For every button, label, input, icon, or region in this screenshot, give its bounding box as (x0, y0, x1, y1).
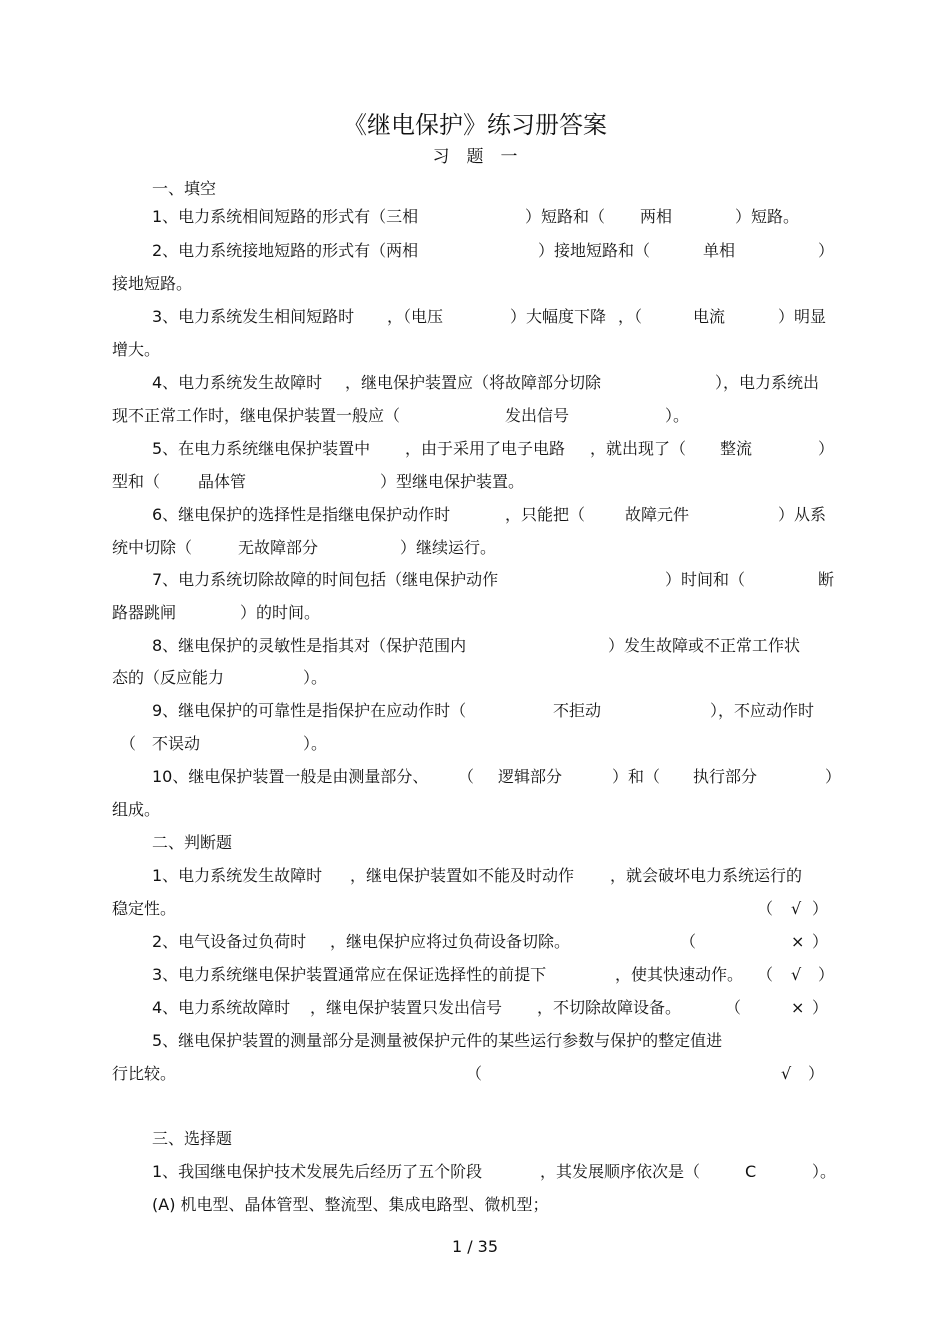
judge-q5-text-2: 行比较。 (112, 1064, 177, 1083)
fill-q3-text: 3、电力系统发生相间短路时 (152, 307, 355, 326)
judge-q3-paren-open: （ (757, 965, 774, 984)
fill-q10-text: 10、继电保护装置一般是由测量部分、 (152, 767, 429, 786)
fill-q3-text-4: ）明显 (778, 307, 827, 326)
fill-q1-text: 1、电力系统相间短路的形式有（三相 (152, 207, 419, 226)
judge-q5-paren-open: （ (466, 1064, 483, 1083)
fill-q10-answer-1: 逻辑部分 (498, 767, 563, 786)
fill-q6-text-5: ）继续运行。 (400, 538, 497, 557)
fill-q10-text-5: 组成。 (112, 800, 161, 819)
section-heading-fill: 一、填空 (152, 179, 217, 198)
judge-q4-paren-close: ） (812, 998, 829, 1017)
choice-q1-text-2: ，其发展顺序依次是（ (540, 1162, 701, 1181)
fill-q7-answer-2: 路器跳闸 (112, 603, 177, 622)
fill-q6-answer-2: 无故障部分 (238, 538, 319, 557)
fill-q3-answer-2: 电流 (693, 307, 726, 326)
fill-q9-text-2: ），不应动作时 (710, 701, 815, 720)
judge-q1-paren-open: （ (757, 899, 774, 918)
fill-q4-text-2: ），电力系统出 (715, 373, 820, 392)
judge-q3-text: 3、电力系统继电保护装置通常应在保证选择性的前提下 (152, 965, 547, 984)
judge-q4-answer: × (791, 998, 805, 1017)
judge-q4-text-3: ，不切除故障设备。 (537, 998, 682, 1017)
fill-q5-text-6: ）型继电保护装置。 (380, 472, 525, 491)
fill-q7-text-3: ）的时间。 (240, 603, 321, 622)
fill-q5-text-4: ） (818, 439, 835, 458)
judge-q1-answer: √ (791, 899, 802, 918)
page-number: 1 / 35 (451, 1237, 499, 1256)
fill-q9-text-3: （ (120, 734, 137, 753)
choice-q1-answer: C (745, 1162, 757, 1181)
fill-q6-text-2: ，只能把（ (505, 505, 586, 524)
fill-q6-answer-1: 故障元件 (625, 505, 690, 524)
fill-q5-answer-1: 整流 (720, 439, 753, 458)
fill-q10-text-2: （ (458, 767, 475, 786)
judge-q1-text: 1、电力系统发生故障时 (152, 866, 323, 885)
judge-q2-answer: × (791, 932, 805, 951)
fill-q1-text-3: ）短路。 (735, 207, 800, 226)
fill-q5-text-2: ，由于采用了电子电路 (405, 439, 566, 458)
judge-q4-text: 4、电力系统故障时 (152, 998, 291, 1017)
fill-q4-answer-1: ，继电保护装置应（将故障部分切除 (345, 373, 602, 392)
judge-q5-text: 5、继电保护装置的测量部分是测量被保护元件的某些运行参数与保护的整定值进 (152, 1031, 723, 1050)
fill-q3-text-2: ）大幅度下降 (510, 307, 607, 326)
fill-q2-text-4: 接地短路。 (112, 274, 193, 293)
judge-q1-paren-close: ） (812, 899, 829, 918)
choice-q1-text-3: ）。 (812, 1162, 837, 1181)
judge-q1-text-4: 稳定性。 (112, 899, 177, 918)
fill-q7-text-2: ）时间和（ (665, 570, 746, 589)
section-heading-choice: 三、选择题 (152, 1129, 233, 1148)
fill-q4-text: 4、电力系统发生故障时 (152, 373, 323, 392)
fill-q8-text: 8、继电保护的灵敏性是指其对（保护范围内 (152, 636, 467, 655)
fill-q3-text-3: ，（ (618, 307, 643, 326)
fill-q7-answer-1: 断 (818, 570, 835, 589)
judge-q2-paren-open: （ (680, 932, 697, 951)
fill-q2-text-3: ） (818, 241, 835, 260)
judge-q3-text-2: ，使其快速动作。 (615, 965, 744, 984)
fill-q4-text-4: ）。 (665, 406, 690, 425)
fill-q6-text-4: 统中切除（ (112, 538, 193, 557)
fill-q9-text: 9、继电保护的可靠性是指保护在应动作时（ (152, 701, 467, 720)
choice-q1-option-a: (A) 机电型、晶体管型、整流型、集成电路型、微机型； (152, 1195, 549, 1214)
fill-q9-text-4: ）。 (303, 734, 328, 753)
fill-q9-answer-2: 不误动 (152, 734, 201, 753)
fill-q5-text-5: 型和（ (112, 472, 161, 491)
judge-q4-paren-open: （ (725, 998, 742, 1017)
exercise-subtitle: 习 题 一 (432, 147, 518, 167)
judge-q2-text-2: ，继电保护应将过负荷设备切除。 (330, 932, 571, 951)
judge-q1-text-2: ，继电保护装置如不能及时动作 (350, 866, 575, 885)
fill-q5-text: 5、在电力系统继电保护装置中 (152, 439, 371, 458)
judge-q1-text-3: ，就会破坏电力系统运行的 (610, 866, 803, 885)
fill-q5-text-3: ，就出现了（ (590, 439, 687, 458)
fill-q7-text: 7、电力系统切除故障的时间包括（继电保护动作 (152, 570, 499, 589)
fill-q1-answer: 两相 (640, 207, 673, 226)
judge-q2-paren-close: ） (812, 932, 829, 951)
document-title: 《继电保护》练习册答案 (343, 111, 607, 139)
fill-q2-text: 2、电力系统接地短路的形式有（两相 (152, 241, 419, 260)
fill-q4-answer-2: 发出信号 (505, 406, 570, 425)
fill-q8-text-3: 态的（反应能力 (112, 668, 225, 687)
judge-q5-answer: √ (781, 1064, 792, 1083)
fill-q3-answer-1: ，（电压 (387, 307, 444, 326)
judge-q3-answer: √ (791, 965, 802, 984)
fill-q5-answer-2: 晶体管 (198, 472, 247, 491)
fill-q10-answer-2: 执行部分 (693, 767, 758, 786)
judge-q4-text-2: ，继电保护装置只发出信号 (310, 998, 503, 1017)
fill-q10-text-3: ）和（ (612, 767, 661, 786)
fill-q4-text-3: 现不正常工作时，继电保护装置一般应（ (112, 406, 401, 425)
fill-q2-answer: 单相 (703, 241, 736, 260)
fill-q10-text-4: ） (825, 767, 842, 786)
judge-q5-paren-close: ） (808, 1064, 825, 1083)
section-heading-judge: 二、判断题 (152, 833, 233, 852)
fill-q6-text-3: ）从系 (778, 505, 827, 524)
fill-q2-text-2: ）接地短路和（ (538, 241, 651, 260)
fill-q6-text: 6、继电保护的选择性是指继电保护动作时 (152, 505, 451, 524)
fill-q8-text-2: ）发生故障或不正常工作状 (608, 636, 801, 655)
choice-q1-text: 1、我国继电保护技术发展先后经历了五个阶段 (152, 1162, 483, 1181)
judge-q2-text: 2、电气设备过负荷时 (152, 932, 307, 951)
judge-q3-paren-close: ） (818, 965, 835, 984)
fill-q1-text-2: ）短路和（ (525, 207, 606, 226)
fill-q9-answer-1: 不拒动 (553, 701, 602, 720)
fill-q3-text-5: 增大。 (112, 340, 161, 359)
fill-q8-text-4: ）。 (303, 668, 328, 687)
